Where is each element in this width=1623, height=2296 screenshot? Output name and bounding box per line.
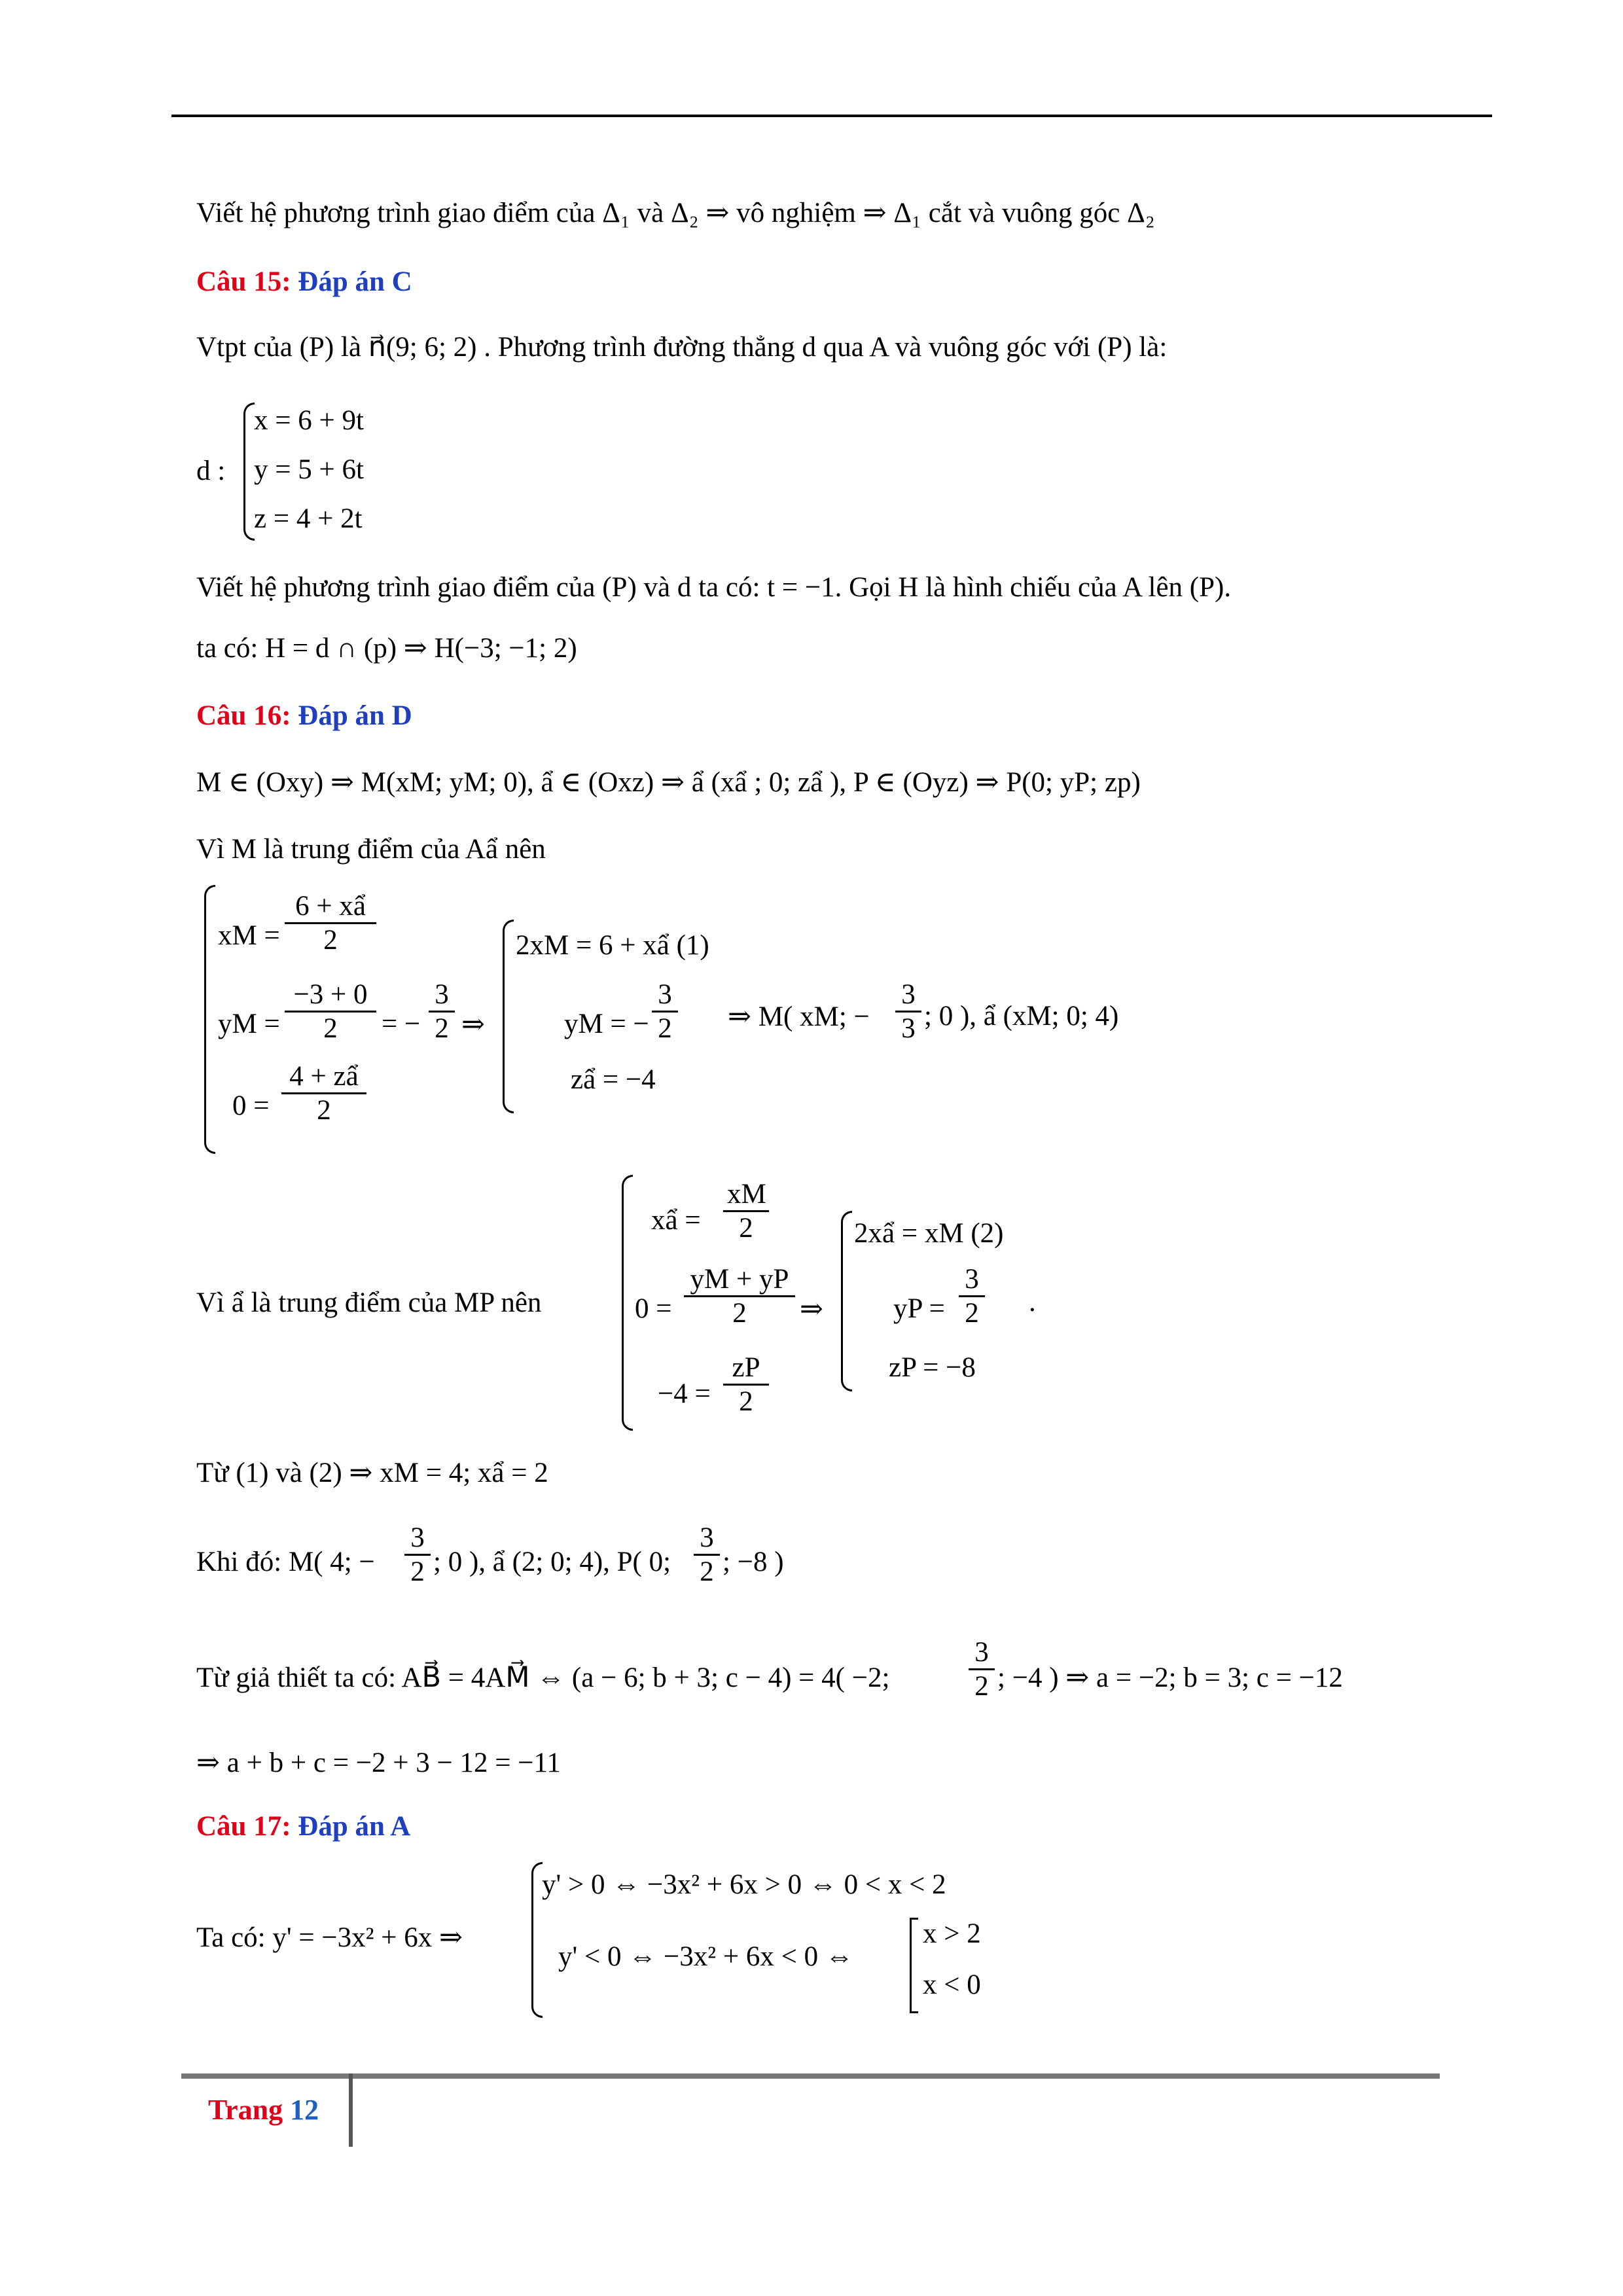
footer-divider: [349, 2073, 353, 2147]
bracket: [910, 1918, 918, 2013]
question-17-heading: [196, 1810, 410, 1844]
text-line: Viết hệ phương trình giao điểm của Δ₁ và Δ₂ ⇒ vô nghiệm ⇒ Δ₁ cắt và vuông góc Δ₂: [196, 198, 1155, 228]
equation-lhs: −4 =: [658, 1378, 711, 1409]
equation-lhs: xM =: [218, 920, 280, 951]
text-line: Viết hệ phương trình giao điểm của (P) và d ta có: t = −1. Gọi H là hình chiếu của A lên (P).: [196, 572, 1232, 603]
text-line: M ∈ (Oxy) ⇒ M(xM; yM; 0), ẩ ∈ (Oxz) ⇒ ẩ (xẩ ; 0; zẩ ), P ∈ (Oyz) ⇒ P(0; yP; zp): [196, 767, 1141, 798]
brace: [503, 920, 514, 1113]
implies-arrow: ⇒: [461, 1009, 486, 1040]
equation: y = 5 + 6t: [254, 454, 364, 485]
answer-label: Đáp án D: [298, 700, 412, 731]
equation-part: Từ giả thiết ta có: AB⃗ = 4AM⃗ ⇔ (a − 6; b + 3; c − 4) = 4( −2;: [196, 1662, 890, 1693]
equation-lhs: 0 =: [232, 1090, 270, 1121]
equation-lhs: yM =: [218, 1009, 280, 1039]
brace: [204, 885, 215, 1154]
text-line: ta có: H = d ∩ (p) ⇒ H(−3; −1; 2): [196, 633, 577, 664]
equation-lhs: yM = −: [564, 1009, 649, 1039]
equation: 2xẩ = xM (2): [854, 1218, 1004, 1249]
fraction: $\frac{xM}{2}$: [723, 1178, 769, 1244]
fraction: $\frac{yM + yP}{2}$: [684, 1263, 795, 1329]
equation: z = 4 + 2t: [254, 503, 363, 534]
page-footer: [208, 2093, 319, 2126]
brace: [622, 1175, 633, 1431]
fraction: $\frac{3}{2}$: [969, 1636, 995, 1702]
brace: [841, 1211, 852, 1391]
footer-label: Trang: [208, 2094, 283, 2126]
fraction: $\frac{\text{4 + zẩ}}{2}$: [281, 1060, 366, 1126]
equation-part: ; 0 ), ẩ (xM; 0; 4): [924, 1001, 1119, 1031]
equation: zP = −8: [889, 1352, 976, 1383]
text-line: Ta có: y' = −3x² + 6x ⇒: [196, 1922, 463, 1953]
brace: [243, 403, 255, 541]
answer-label: Đáp án A: [298, 1811, 411, 1842]
fraction: $\frac{-3 + 0}{2}$: [285, 978, 376, 1045]
text-line: Từ (1) và (2) ⇒ xM = 4; xẩ = 2: [196, 1458, 548, 1488]
footer-rule: [181, 2073, 1440, 2079]
text-line: ⇒ a + b + c = −2 + 3 − 12 = −11: [196, 1748, 561, 1778]
answer-label: Đáp án C: [298, 266, 412, 297]
equation-lhs: 0 =: [635, 1293, 672, 1324]
page-number: 12: [290, 2094, 319, 2126]
question-16-heading: [196, 699, 412, 733]
equation: x = 6 + 9t: [254, 405, 364, 436]
equation: y' > 0 ⇔ −3x² + 6x > 0 ⇔ 0 < x < 2: [542, 1869, 946, 1900]
text-line: Vtpt của (P) là n⃗(9; 6; 2) . Phương trình đường thẳng d qua A và vuông góc với (P) là:: [196, 332, 1168, 363]
equation-part: = −: [382, 1009, 421, 1039]
equation-part: Khi đó: M( 4; −: [196, 1547, 375, 1577]
equation-lhs: xẩ =: [651, 1205, 701, 1236]
fraction: $\frac{3}{2}$: [652, 978, 678, 1045]
header-rule: [171, 115, 1492, 117]
equation: x > 2: [923, 1918, 981, 1949]
equation-part: ; 0 ), ẩ (2; 0; 4), P( 0;: [433, 1547, 671, 1577]
implies-arrow: ⇒: [800, 1294, 824, 1325]
text-line: Vì ẩ là trung điểm của MP nên: [196, 1287, 542, 1318]
brace: [531, 1862, 543, 2018]
equation-part: ; −4 ) ⇒ a = −2; b = 3; c = −12: [997, 1662, 1343, 1693]
equation: x < 0: [923, 1969, 981, 2000]
equation-lhs: yP =: [893, 1293, 945, 1324]
question-label: Câu 15:: [196, 266, 291, 297]
question-label: Câu 17:: [196, 1811, 291, 1842]
fraction: $\frac{3}{2}$: [694, 1522, 720, 1588]
fraction: $\frac{3}{2}$: [959, 1263, 985, 1329]
fraction: $\frac{\text{6 + xẩ}}{2}$: [285, 890, 376, 956]
equation-part: ; −8 ): [722, 1547, 784, 1577]
question-15-heading: [196, 265, 412, 299]
fraction: $\frac{3}{3}$: [895, 978, 921, 1045]
equation: y' < 0 ⇔ −3x² + 6x < 0 ⇔: [558, 1941, 853, 1972]
fraction: $\frac{3}{2}$: [429, 978, 455, 1045]
equation: zẩ = −4: [571, 1064, 656, 1095]
punctuation: .: [1029, 1287, 1036, 1318]
text-line: Vì M là trung điểm của Aẩ nên: [196, 834, 546, 865]
fraction: $\frac{3}{2}$: [404, 1522, 431, 1588]
system-label: d :: [196, 456, 226, 486]
question-label: Câu 16:: [196, 700, 291, 731]
fraction: $\frac{zP}{2}$: [723, 1352, 769, 1418]
equation-part: ⇒ M( xM; −: [728, 1001, 870, 1032]
equation: 2xM = 6 + xẩ (1): [516, 930, 709, 961]
